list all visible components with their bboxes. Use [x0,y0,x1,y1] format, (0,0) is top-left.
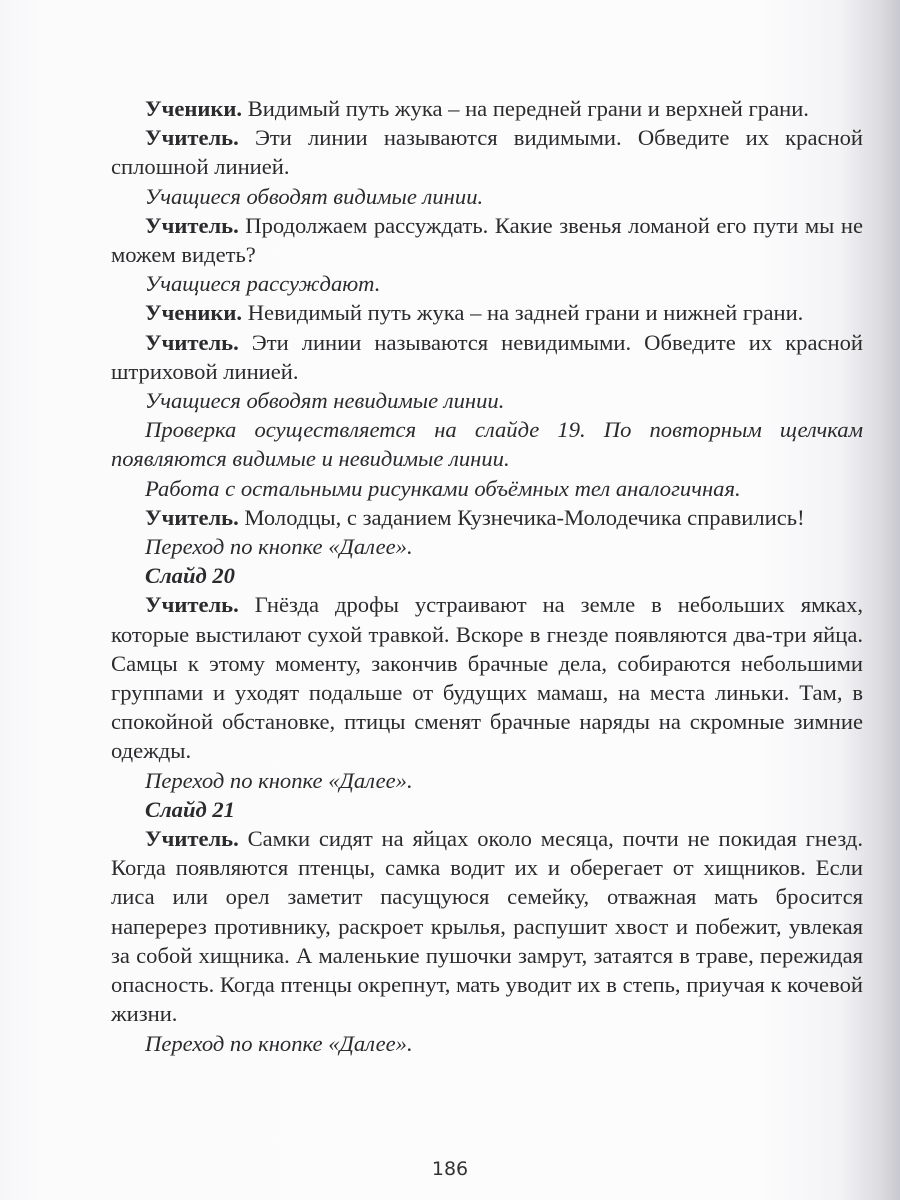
speaker-label: Учитель. [145,826,239,852]
paragraph-teacher-speech [111,211,863,269]
speech-text: Эти линии называются видимыми. Обведите их красной сплошной линией. [111,125,863,180]
speech-text: Эти линии называются невидимыми. Обведите их красной штриховой линией. [111,329,863,384]
stage-note: Работа с остальными рисунками объёмных тел аналогичная. [145,475,741,501]
stage-note: Учащиеся рассуждают. [145,271,381,297]
speaker-label: Учитель. [145,592,239,618]
stage-note: Переход по кнопке «Далее». [145,534,413,560]
stage-note: Учащиеся обводят невидимые линии. [145,388,505,414]
speech-text: Продолжаем рассуждать. Какие звенья ломаной его пути мы не можем видеть? [111,212,863,268]
stage-note: Переход по кнопке «Далее». [145,1030,413,1056]
speaker-label: Ученики. [145,300,243,326]
paragraph-teacher-speech [111,328,863,386]
speaker-label: Учитель. [145,504,239,530]
paragraph-teacher-speech [111,590,863,765]
stage-note: Проверка осуществляется на слайде 19. По повторным щелчкам появляются видимые и невидимые линии. [111,417,863,472]
speech-text: Молодцы, с заданием Кузнечика-Молодечика справились! [238,504,805,530]
slide-heading: Слайд 20 [145,563,235,589]
speech-text: Гнёзда дрофы устраивают на земле в небольших ямках, которые выстилают сухой травкой. Вскоре в гнезде появляются два-три яйца. Самцы к этому моменту, закончив брачные дела, собираются небольшими группами и уходят подальше от будущих мамаш, на места линьки. Там, в спокойной обстановке, птицы сменят брачные наряды на скромные зимние одежды. [111,592,863,764]
page-body [111,94,863,1058]
speaker-label: Учитель. [145,125,239,151]
paragraph-students-speech [111,94,863,123]
speaker-label: Ученики. [145,96,243,121]
speech-text: Видимый путь жука – на передней грани и верхней грани. [242,96,809,121]
speaker-label: Учитель. [145,329,239,355]
paragraph-teacher-speech [111,824,863,1028]
page-number: 186 [431,1158,469,1180]
slide-heading: Слайд 21 [145,796,235,822]
paragraph-students-speech [111,298,863,327]
speech-text: Самки сидят на яйцах около месяца, почти не покидая гнезд. Когда появляются птенцы, самка водит их и оберегает от хищников. Если лиса или орел заметит пасущуюся семейку, отважная мать бросится наперерез противнику, раскроет крылья, распушит хвост и побежит, увлекая за собой хищника. А маленькие пушочки замрут, затаятся в траве, пережидая опасность. Когда птенцы окрепнут, мать уводит их в степь, приучая к кочевой жизни. [111,826,863,1027]
stage-note: Учащиеся обводят видимые линии. [145,183,484,209]
speaker-label: Учитель. [145,212,239,238]
paragraph-teacher-speech [111,123,863,181]
stage-note: Переход по кнопке «Далее». [145,767,413,793]
speech-text: Невидимый путь жука – на задней грани и нижней грани. [242,300,804,326]
paragraph-teacher-speech [111,503,863,532]
